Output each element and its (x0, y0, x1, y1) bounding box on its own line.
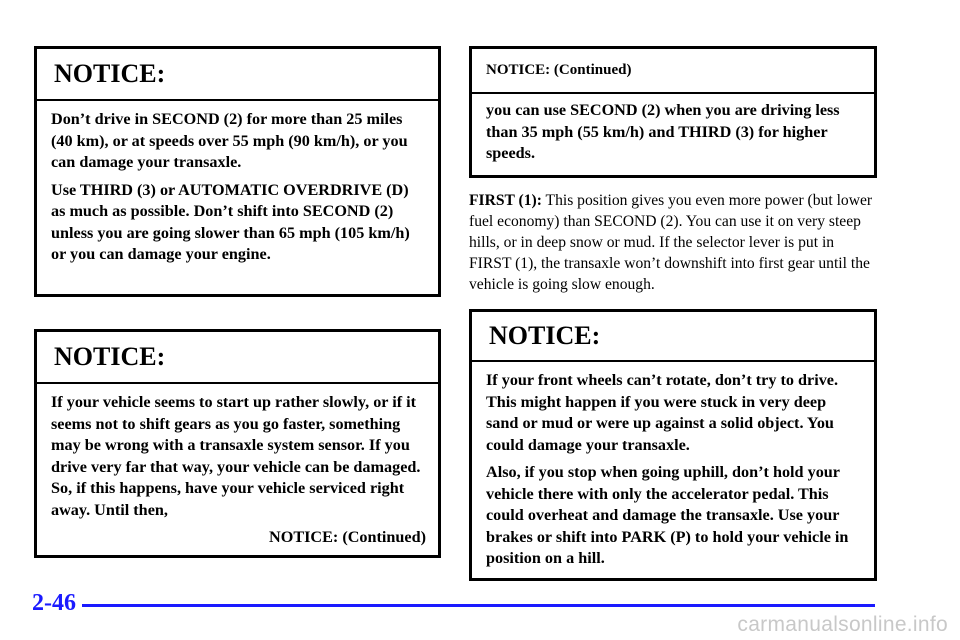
notice-body (37, 384, 438, 549)
page-number: 2-46 (32, 590, 76, 616)
notice-continued-label: NOTICE: (Continued) (269, 528, 426, 546)
notice-paragraph: you can use SECOND (2) when you are driving less than 35 mph (55 km/h) and THIRD (3) for higher speeds. (486, 101, 840, 162)
notice-paragraph: If your vehicle seems to start up rather slowly, or if it seems not to shift gears as you go faster, something may be wrong with a transaxle system sensor. If you drive very far that way, your vehicle can be damaged. So, if this happens, have your vehicle serviced right away. Until then, (51, 393, 421, 519)
first-gear-label: FIRST (1): (469, 192, 542, 209)
notice-box-shift-sensor (34, 329, 441, 558)
notice-title: NOTICE: (Continued) (472, 49, 874, 94)
notice-paragraph: Also, if you stop when going uphill, don’t hold your vehicle there with only the accelerator pedal. This could overheat and damage the transaxle. Use your brakes or shift into PARK (P) to hold your vehicle in position on a hill. (486, 463, 849, 567)
notice-title: NOTICE: (37, 49, 438, 101)
notice-title: NOTICE: (37, 332, 438, 384)
notice-box-continued (469, 46, 877, 178)
notice-title: NOTICE: (472, 312, 874, 362)
notice-body (472, 362, 874, 570)
notice-paragraph: Use THIRD (3) or AUTOMATIC OVERDRIVE (D) as much as possible. Don’t shift into SECOND (2) unless you are going slower than 65 mph (105 km/h) or you can damage your engine. (51, 180, 410, 263)
notice-paragraph: If your front wheels can’t rotate, don’t try to drive. This might happen if you were stuck in very deep sand or mud or were up against a solid object. You could damage your transaxle. (486, 371, 839, 454)
watermark: carmanualsonline.info (737, 613, 948, 636)
footer-rule (82, 604, 875, 607)
notice-body (472, 94, 874, 165)
notice-box-second-gear (34, 46, 441, 297)
notice-body (37, 101, 438, 266)
notice-paragraph: Don’t drive in SECOND (2) for more than 25 miles (40 km), or at speeds over 55 mph (90 km/h), or you can damage your transaxle. (51, 110, 408, 171)
notice-box-wheels (469, 309, 877, 581)
first-gear-text: This position gives you even more power (but lower fuel economy) than SECOND (2). You can use it on very steep hills, or in deep snow or mud. If the selector lever is put in FIRST (1), the transaxle won’t downshift into first gear until the vehicle is going slow enough. (469, 192, 873, 293)
first-gear-paragraph (469, 190, 879, 295)
